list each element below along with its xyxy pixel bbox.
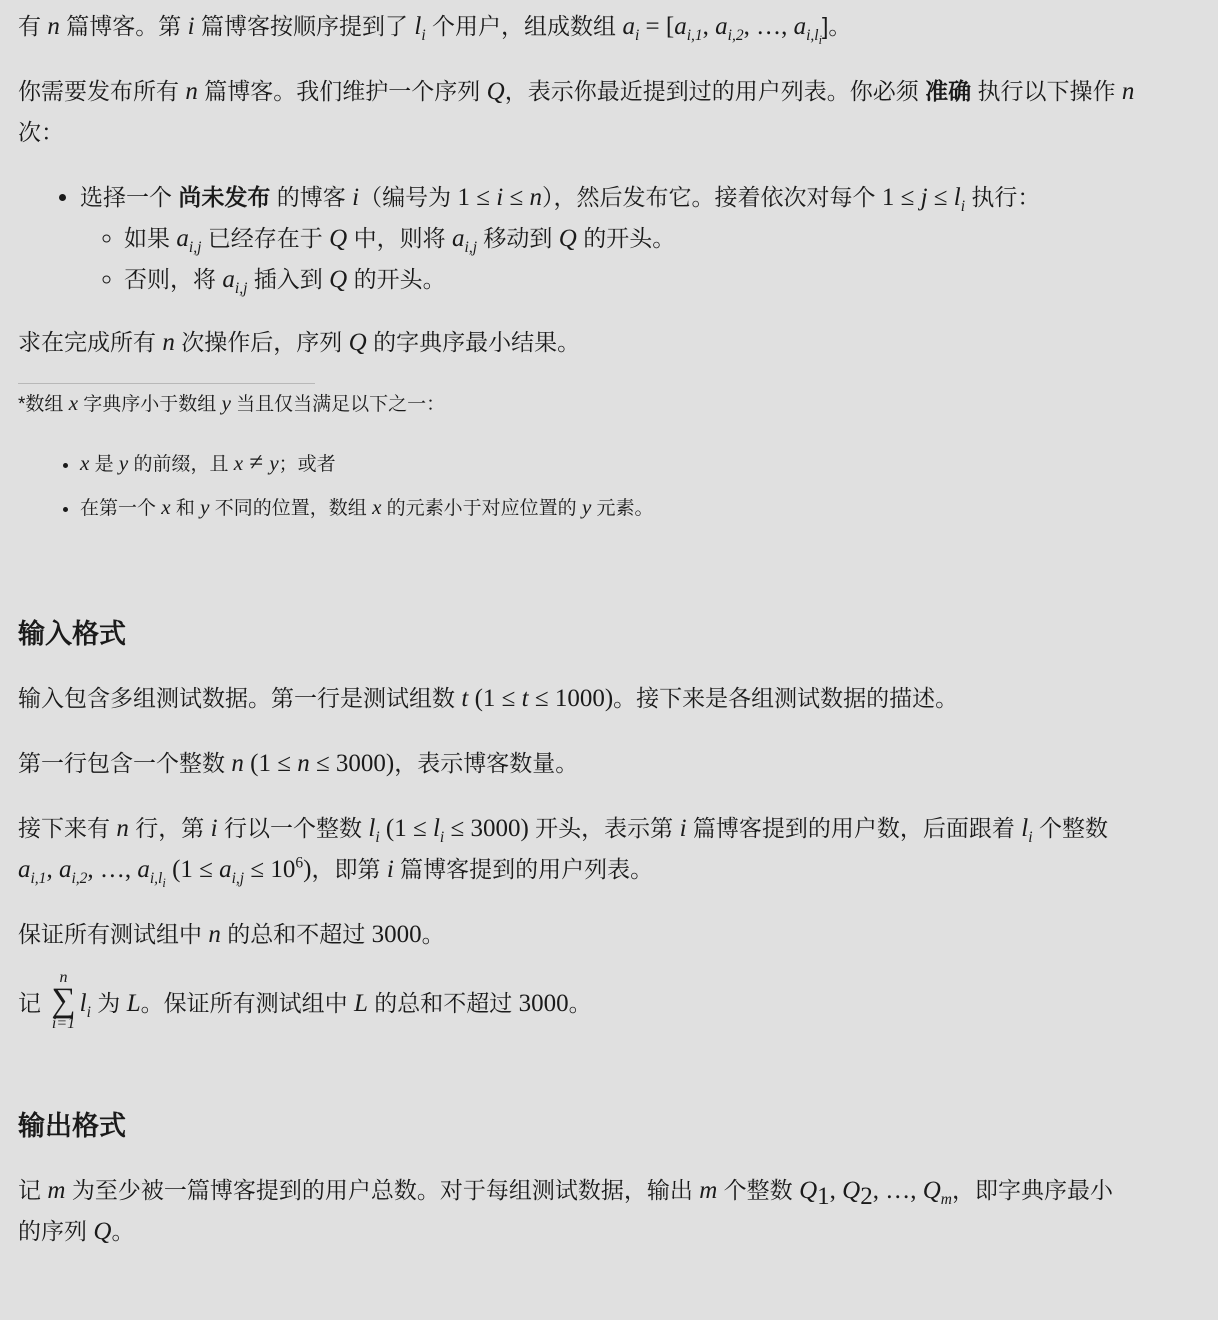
math-x: x <box>68 391 79 415</box>
list-item: • x 是 y 的前缀，且 x ≠ y；或者 <box>80 442 1200 486</box>
math-range: 1 ≤ i ≤ n <box>457 184 542 211</box>
math-Q-list: $Q_1$, $Q_2$, …, $Q_m$ <box>799 1176 952 1210</box>
math-li: $l_i$ <box>79 990 91 1021</box>
math-y: y <box>221 391 231 415</box>
math-L: L <box>353 990 368 1017</box>
math-L: L <box>126 990 141 1017</box>
math-i: i <box>210 815 218 842</box>
math-Q: Q <box>93 1217 112 1245</box>
input-format-heading: 输入格式 <box>18 619 126 649</box>
sub-list <box>80 218 1200 300</box>
math-range: $(1 \le a_{i,j} \le 10^6)$ <box>165 854 312 887</box>
list-item: ◦ 否则，将 $a_{i,j}$ 插入到 Q 的开头。 <box>124 259 1200 300</box>
list-item: ◦ 如果 $a_{i,j}$ 已经存在于 Q 中，则将 $a_{i,j}$ 移动到 Q 的开头。 <box>124 218 1200 259</box>
text: 个用户，组成数组 <box>425 13 623 39</box>
list-item: • 选择一个 尚未发布 的博客 i（编号为 1 ≤ i ≤ n），然后发布它。接着依次对每个 $1 \le j \le l_i$ 执行： ◦ 如果 $a_{i,j}$ 已经存在于 Q 中，则将 $a_{i,j}$ 移动到 Q 的开头。 ◦ 否则，将 $a_{i,j}$ 插入到 Q 的开头。 <box>80 177 1200 300</box>
math-m: m <box>47 1176 66 1204</box>
math-a-list: $a_{i,1}$, $a_{i,2}$, …, $a_{i,l_i}$ <box>18 856 166 891</box>
math-Q: Q <box>329 266 348 293</box>
input-paragraph-1: 输入包含多组测试数据。第一行是测试组数 t (1 ≤ t ≤ 1000)。接下来是各组测试数据的描述。 <box>18 685 959 712</box>
input-paragraph-2: 第一行包含一个整数 n (1 ≤ n ≤ 3000)，表示博客数量。 <box>18 750 579 777</box>
math-aij: $a_{i,j}$ <box>176 225 202 256</box>
math-neq: x ≠ y <box>233 449 279 476</box>
math-i: i <box>352 184 360 211</box>
output-format-heading: 输出格式 <box>18 1110 126 1141</box>
text: 篇博客按顺序提到了 <box>194 13 415 39</box>
goal-paragraph: 求在完成所有 n 次操作后，序列 Q 的字典序最小结果。 <box>18 329 581 356</box>
text: ]。 <box>822 13 852 39</box>
math-n: n <box>231 750 244 777</box>
math-Q: Q <box>558 225 577 252</box>
math-li: $l_i$ <box>1021 815 1033 846</box>
text: 篇博客。第 <box>59 13 188 39</box>
math-li: $l_i$ <box>368 815 380 846</box>
math-n: n <box>185 78 198 105</box>
footnote: *数组 x 字典序小于数组 y 当且仅当满足以下之一： <box>18 391 446 415</box>
math-aij: $a_{i,j}$ <box>452 225 478 256</box>
emphasis-unpublished: 尚未发布 <box>178 184 271 210</box>
input-paragraph-5: 记 n ∑ i=1 $l_i$ 为 L。保证所有测试组中 L 的总和不超过 3000。 <box>18 968 592 1032</box>
math-li: $l_i$ <box>414 13 426 44</box>
math-n: n <box>1121 78 1135 105</box>
math-i: i <box>386 856 394 883</box>
math-range: $(1 \le l_i \le 3000)$ <box>379 815 529 846</box>
output-paragraph-1: 记 m 为至少被一篇博客提到的用户总数。对于每组测试数据，输出 m 个整数 $Q_1$, $Q_2$, …, $Q_m$，即字典序最小 的序列 Q。 <box>18 1176 1113 1245</box>
intro-paragraph-2 <box>18 71 1200 153</box>
summation: n ∑ i=1 <box>51 968 76 1032</box>
text: 你需要发布所有 <box>18 78 186 104</box>
math-n: n <box>208 921 221 948</box>
text: 次： <box>18 119 64 145</box>
text: ，表示你最近提到过的用户列表。你必须 <box>504 78 926 104</box>
operation-list <box>18 177 1200 300</box>
math-range-j: $1 \le j \le l_i$ <box>881 184 966 215</box>
math-Q: Q <box>348 329 367 356</box>
math-ai: $a_i$ <box>622 13 640 44</box>
text: 有 <box>18 13 48 39</box>
footnote-list <box>18 442 1200 530</box>
math-Q: Q <box>329 225 348 252</box>
math-range: (1 ≤ n ≤ 3000) <box>243 750 395 777</box>
math-i: i <box>679 815 687 842</box>
math-n: n <box>47 13 60 40</box>
math-eq: = [ <box>639 13 675 40</box>
input-paragraph-4: 保证所有测试组中 n 的总和不超过 3000。 <box>18 921 445 948</box>
math-n: n <box>116 815 129 842</box>
list-item: • 在第一个 x 和 y 不同的位置，数组 x 的元素小于对应位置的 y 元素。 <box>80 486 1200 530</box>
math-m: m <box>699 1176 718 1204</box>
math-aij: $a_{i,j}$ <box>222 266 248 297</box>
math-t: t <box>461 685 469 712</box>
math-ai-list: $a_{i,1}$, $a_{i,2}$, …, $a_{i,l_i}$ <box>674 13 823 48</box>
math-i: i <box>187 13 195 40</box>
math-range: (1 ≤ t ≤ 1000) <box>468 685 614 712</box>
emphasis-exactly: 准确 <box>925 78 972 104</box>
text: 篇博客。我们维护一个序列 <box>197 78 487 104</box>
intro-paragraph-1 <box>18 6 1200 47</box>
text: 执行以下操作 <box>971 78 1122 104</box>
math-n: n <box>162 329 175 356</box>
input-paragraph-3: 接下来有 n 行，第 i 行以一个整数 $l_i$ $(1 \le l_i \le 3000)$ 开头，表示第 i 篇博客提到的用户数，后面跟着 $l_i$ 个整数 $a_{i,1}$, $a_{i,2}$, …, $a_{i,l_i}$ $(1 \le a_{i,j} \le 10^6)$，即第 i 篇博客提到的用户列表。 <box>18 815 1108 891</box>
math-Q: Q <box>486 78 505 105</box>
